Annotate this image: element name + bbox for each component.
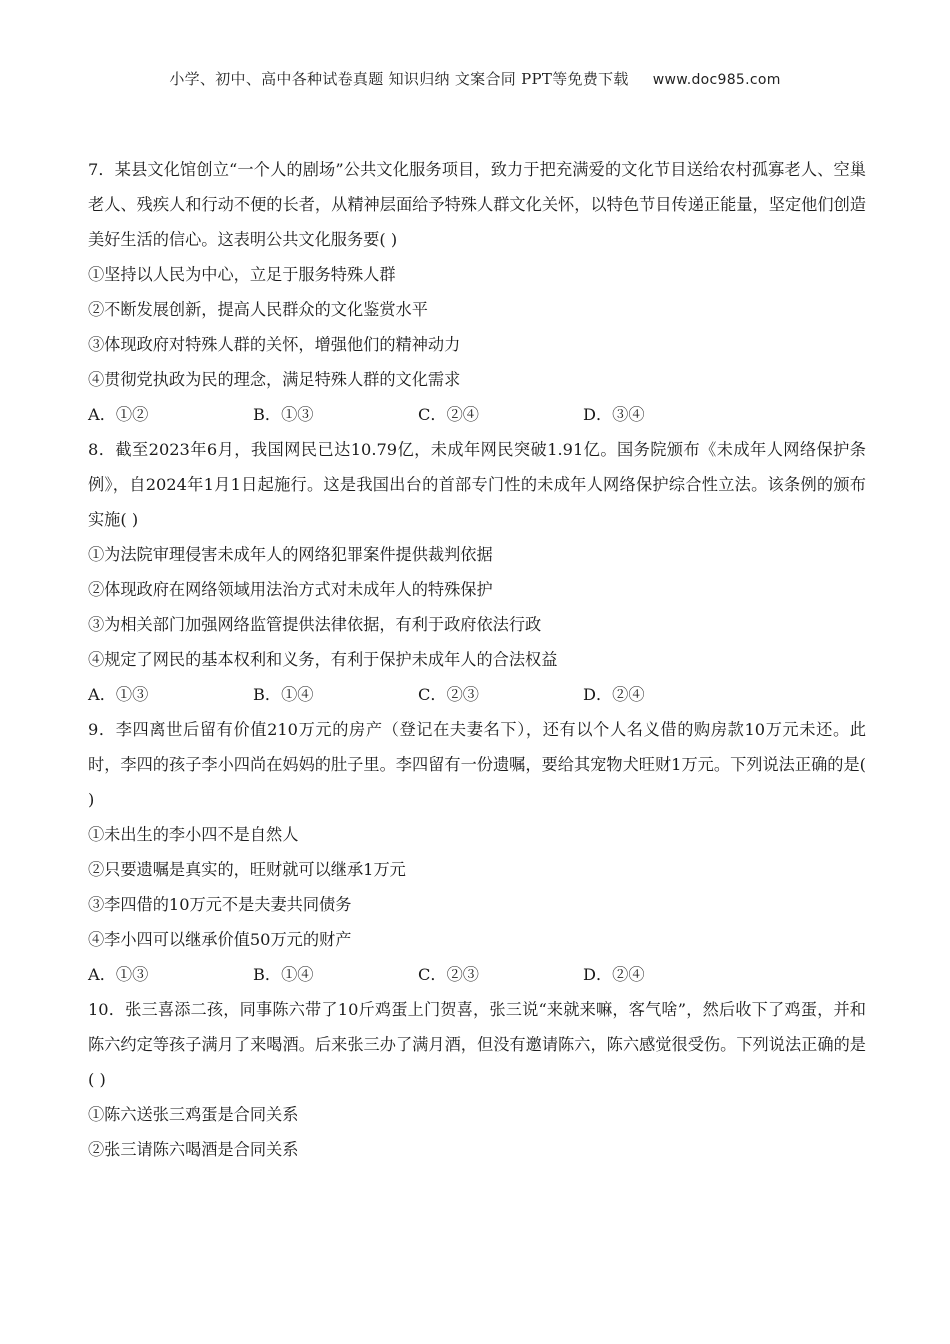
choice-b: B．①④	[253, 685, 314, 704]
question-stem: 9．李四离世后留有价值210万元的房产（登记在夫妻名下），还有以个人名义借的购房款10万元未还。此时，李四的孩子李小四尚在妈妈的肚子里。李四留有一份遗嘱，要给其宠物犬旺财1万元。下列说法正确的是( )	[88, 720, 866, 809]
choice-d: D．③④	[583, 405, 645, 424]
choice-a: A．①③	[88, 965, 149, 984]
answer-choices	[88, 957, 866, 992]
choice-a: A．①③	[88, 685, 149, 704]
question-option: ②不断发展创新，提高人民群众的文化鉴赏水平	[88, 300, 428, 319]
question-stem: 8．截至2023年6月，我国网民已达10.79亿，未成年网民突破1.91亿。国务院颁布《未成年人网络保护条例》，自2024年1月1日起施行。这是我国出台的首部专门性的未成年人网络保护综合性立法。该条例的颁布实施( )	[88, 440, 866, 529]
question-option: ②体现政府在网络领域用法治方式对未成年人的特殊保护	[88, 580, 493, 599]
question-option: ③为相关部门加强网络监管提供法律依据，有利于政府依法行政	[88, 615, 542, 634]
header-site: www.doc985.com	[652, 72, 781, 88]
choice-a: A．①②	[88, 405, 149, 424]
choice-d: D．②④	[583, 965, 645, 984]
question-8	[88, 432, 866, 712]
question-stem: 7．某县文化馆创立“一个人的剧场”公共文化服务项目，致力于把充满爱的文化节目送给农村孤寡老人、空巢老人、残疾人和行动不便的长者，从精神层面给予特殊人群文化关怀，以特色节目传递正能量，坚定他们创造美好生活的信心。这表明公共文化服务要( )	[88, 160, 866, 249]
choice-c: C．②③	[418, 965, 479, 984]
question-option: ③李四借的10万元不是夫妻共同债务	[88, 895, 352, 914]
question-option: ①陈六送张三鸡蛋是合同关系	[88, 1105, 299, 1124]
choice-d: D．②④	[583, 685, 645, 704]
question-option: ④李小四可以继承价值50万元的财产	[88, 930, 352, 949]
question-option: ④贯彻党执政为民的理念，满足特殊人群的文化需求	[88, 370, 461, 389]
question-option: ①为法院审理侵害未成年人的网络犯罪案件提供裁判依据	[88, 545, 493, 564]
question-9	[88, 712, 866, 992]
answer-choices	[88, 397, 866, 432]
choice-c: C．②④	[418, 405, 479, 424]
question-option: ①未出生的李小四不是自然人	[88, 825, 299, 844]
question-7	[88, 152, 866, 432]
question-option: ③体现政府对特殊人群的关怀，增强他们的精神动力	[88, 335, 461, 354]
choice-b: B．①③	[253, 405, 314, 424]
question-option: ②张三请陈六喝酒是合同关系	[88, 1140, 299, 1159]
page-header	[0, 68, 950, 89]
choice-b: B．①④	[253, 965, 314, 984]
header-text: 小学、初中、高中各种试卷真题 知识归纳 文案合同 PPT等免费下载	[169, 70, 629, 88]
choice-c: C．②③	[418, 685, 479, 704]
question-option: ②只要遗嘱是真实的，旺财就可以继承1万元	[88, 860, 406, 879]
answer-choices	[88, 677, 866, 712]
question-list	[88, 152, 866, 1167]
question-stem: 10．张三喜添二孩，同事陈六带了10斤鸡蛋上门贺喜，张三说“来就来嘛，客气啥”，然后收下了鸡蛋，并和陈六约定等孩子满月了来喝酒。后来张三办了满月酒，但没有邀请陈六，陈六感觉很受伤。下列说法正确的是( )	[88, 1000, 866, 1089]
question-10	[88, 992, 866, 1167]
question-option: ①坚持以人民为中心，立足于服务特殊人群	[88, 265, 396, 284]
question-option: ④规定了网民的基本权利和义务，有利于保护未成年人的合法权益	[88, 650, 558, 669]
